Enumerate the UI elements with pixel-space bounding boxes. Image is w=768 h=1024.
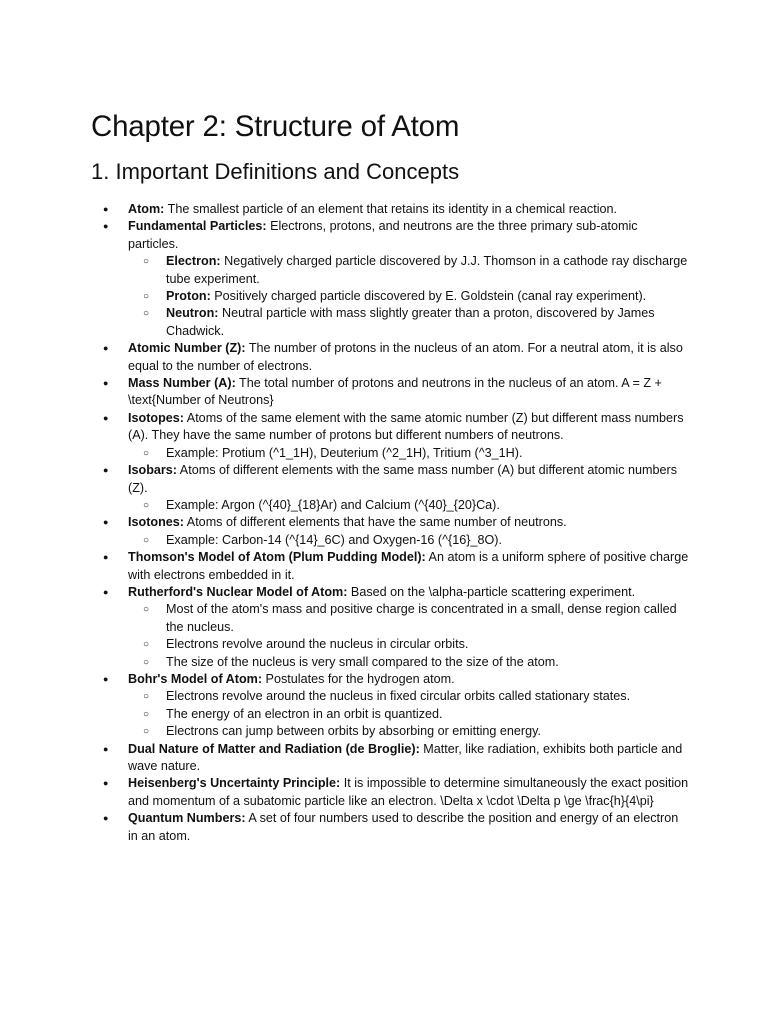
definition-text: Matter, like radiation, exhibits both particle and wave nature.: [128, 741, 683, 773]
sub-item: [128, 636, 691, 653]
sub-item-text: Example: Argon (^{40}_{18}Ar) and Calcium (^{40}_{20}Ca).: [166, 497, 500, 512]
chapter-title: Chapter 2: Structure of Atom: [91, 110, 460, 143]
definition-term: Quantum Numbers:: [128, 811, 246, 826]
definition-term: Dual Nature of Matter and Radiation (de Broglie):: [128, 741, 420, 756]
sub-item: [128, 305, 691, 340]
definition-text: A set of four numbers used to describe the position and energy of an electron in an atom.: [128, 811, 679, 843]
definition-item: [91, 584, 691, 671]
definition-text: The number of protons in the nucleus of an atom. For a neutral atom, it is also equal to the number of electrons.: [128, 341, 683, 373]
definition-term: Rutherford's Nuclear Model of Atom:: [128, 584, 348, 599]
definition-text: It is impossible to determine simultaneously the exact position and momentum of a subatomic particle like an electron. \Delta x \cdot \Delta p \ge \frac{h}{4\pi}: [128, 776, 689, 808]
sub-item-text: Positively charged particle discovered by E. Goldstein (canal ray experiment).: [210, 289, 647, 304]
definition-term: Thomson's Model of Atom (Plum Pudding Model):: [128, 550, 426, 565]
sub-list: [128, 497, 691, 514]
definition-item: [91, 218, 691, 340]
sub-item: [128, 654, 691, 671]
definition-item: [91, 549, 691, 584]
definition-text: Based on the \alpha-particle scattering experiment.: [347, 584, 636, 599]
definition-item: [91, 810, 691, 845]
definition-text: An atom is a uniform sphere of positive charge with electrons embedded in it.: [128, 550, 689, 582]
definition-text: Atoms of different elements with the same mass number (A) but different atomic numbers (Z).: [128, 463, 678, 495]
sub-item-text: Neutral particle with mass slightly greater than a proton, discovered by James Chadwick.: [166, 306, 655, 338]
definition-term: Heisenberg's Uncertainty Principle:: [128, 776, 341, 791]
definition-term: Isotopes:: [128, 410, 184, 425]
sub-item-text: Example: Protium (^1_1H), Deuterium (^2_1H), Tritium (^3_1H).: [166, 445, 523, 460]
sub-item: [128, 253, 691, 288]
definition-term: Atom:: [128, 202, 165, 216]
definition-term: Bohr's Model of Atom:: [128, 671, 263, 686]
document-page: [91, 108, 691, 845]
definition-text: The smallest particle of an element that retains its identity in a chemical reaction.: [164, 202, 618, 216]
definition-item: [91, 741, 691, 776]
sub-item-term: Electron:: [166, 254, 221, 269]
definition-item: [91, 201, 691, 218]
definition-text: The total number of protons and neutrons in the nucleus of an atom. A = Z + \text{Number of Neutrons}: [128, 376, 662, 408]
sub-item: [128, 601, 691, 636]
definition-item: [91, 775, 691, 810]
sub-list: [128, 532, 691, 549]
sub-item-text: The energy of an electron in an orbit is quantized.: [166, 706, 443, 721]
definition-text: Atoms of the same element with the same atomic number (Z) but different mass numbers (A). They have the same number of protons but different numbers of neutrons.: [128, 410, 684, 443]
sub-item: [128, 445, 691, 462]
sub-item-text: The size of the nucleus is very small compared to the size of the atom.: [166, 654, 559, 669]
sub-item: [128, 288, 691, 305]
sub-item-text: Negatively charged particle discovered by J.J. Thomson in a cathode ray discharge tube experiment.: [166, 254, 688, 286]
sub-item-text: Example: Carbon-14 (^{14}_6C) and Oxygen-16 (^{16}_8O).: [166, 532, 502, 547]
definition-item: [91, 410, 691, 462]
sub-item-text: Electrons revolve around the nucleus in circular orbits.: [166, 637, 469, 652]
definition-term: Isotones:: [128, 515, 184, 530]
sub-list: [128, 688, 691, 740]
sub-item-text: Most of the atom's mass and positive charge is concentrated in a small, dense region called the nucleus.: [166, 602, 677, 634]
definition-text: Electrons, protons, and neutrons are the three primary sub-atomic particles.: [128, 219, 638, 251]
sub-item-term: Proton:: [166, 289, 211, 304]
sub-item: [128, 688, 691, 705]
sub-item: [128, 723, 691, 740]
sub-item-text: Electrons can jump between orbits by absorbing or emitting energy.: [166, 724, 541, 739]
sub-item-text: Electrons revolve around the nucleus in fixed circular orbits called stationary states.: [166, 689, 631, 704]
definition-item: [91, 514, 691, 549]
definition-text: Atoms of different elements that have the same number of neutrons.: [183, 515, 567, 530]
sub-item: [128, 706, 691, 723]
definition-term: Fundamental Particles:: [128, 219, 267, 234]
sub-item: [128, 497, 691, 514]
definitions-list: [91, 201, 691, 845]
sub-list: [128, 601, 691, 671]
definition-item: [91, 671, 691, 741]
definition-item: [91, 375, 691, 410]
definition-term: Isobars:: [128, 463, 177, 478]
sub-item-term: Neutron:: [166, 306, 219, 321]
section-heading: 1. Important Definitions and Concepts: [91, 159, 460, 184]
definition-item: [91, 462, 691, 514]
definition-item: [91, 340, 691, 375]
definition-text: Postulates for the hydrogen atom.: [262, 671, 455, 686]
sub-item: [128, 532, 691, 549]
definition-term: Atomic Number (Z):: [128, 341, 246, 356]
sub-list: [128, 445, 691, 462]
definition-term: Mass Number (A):: [128, 376, 236, 391]
sub-list: [128, 253, 691, 340]
